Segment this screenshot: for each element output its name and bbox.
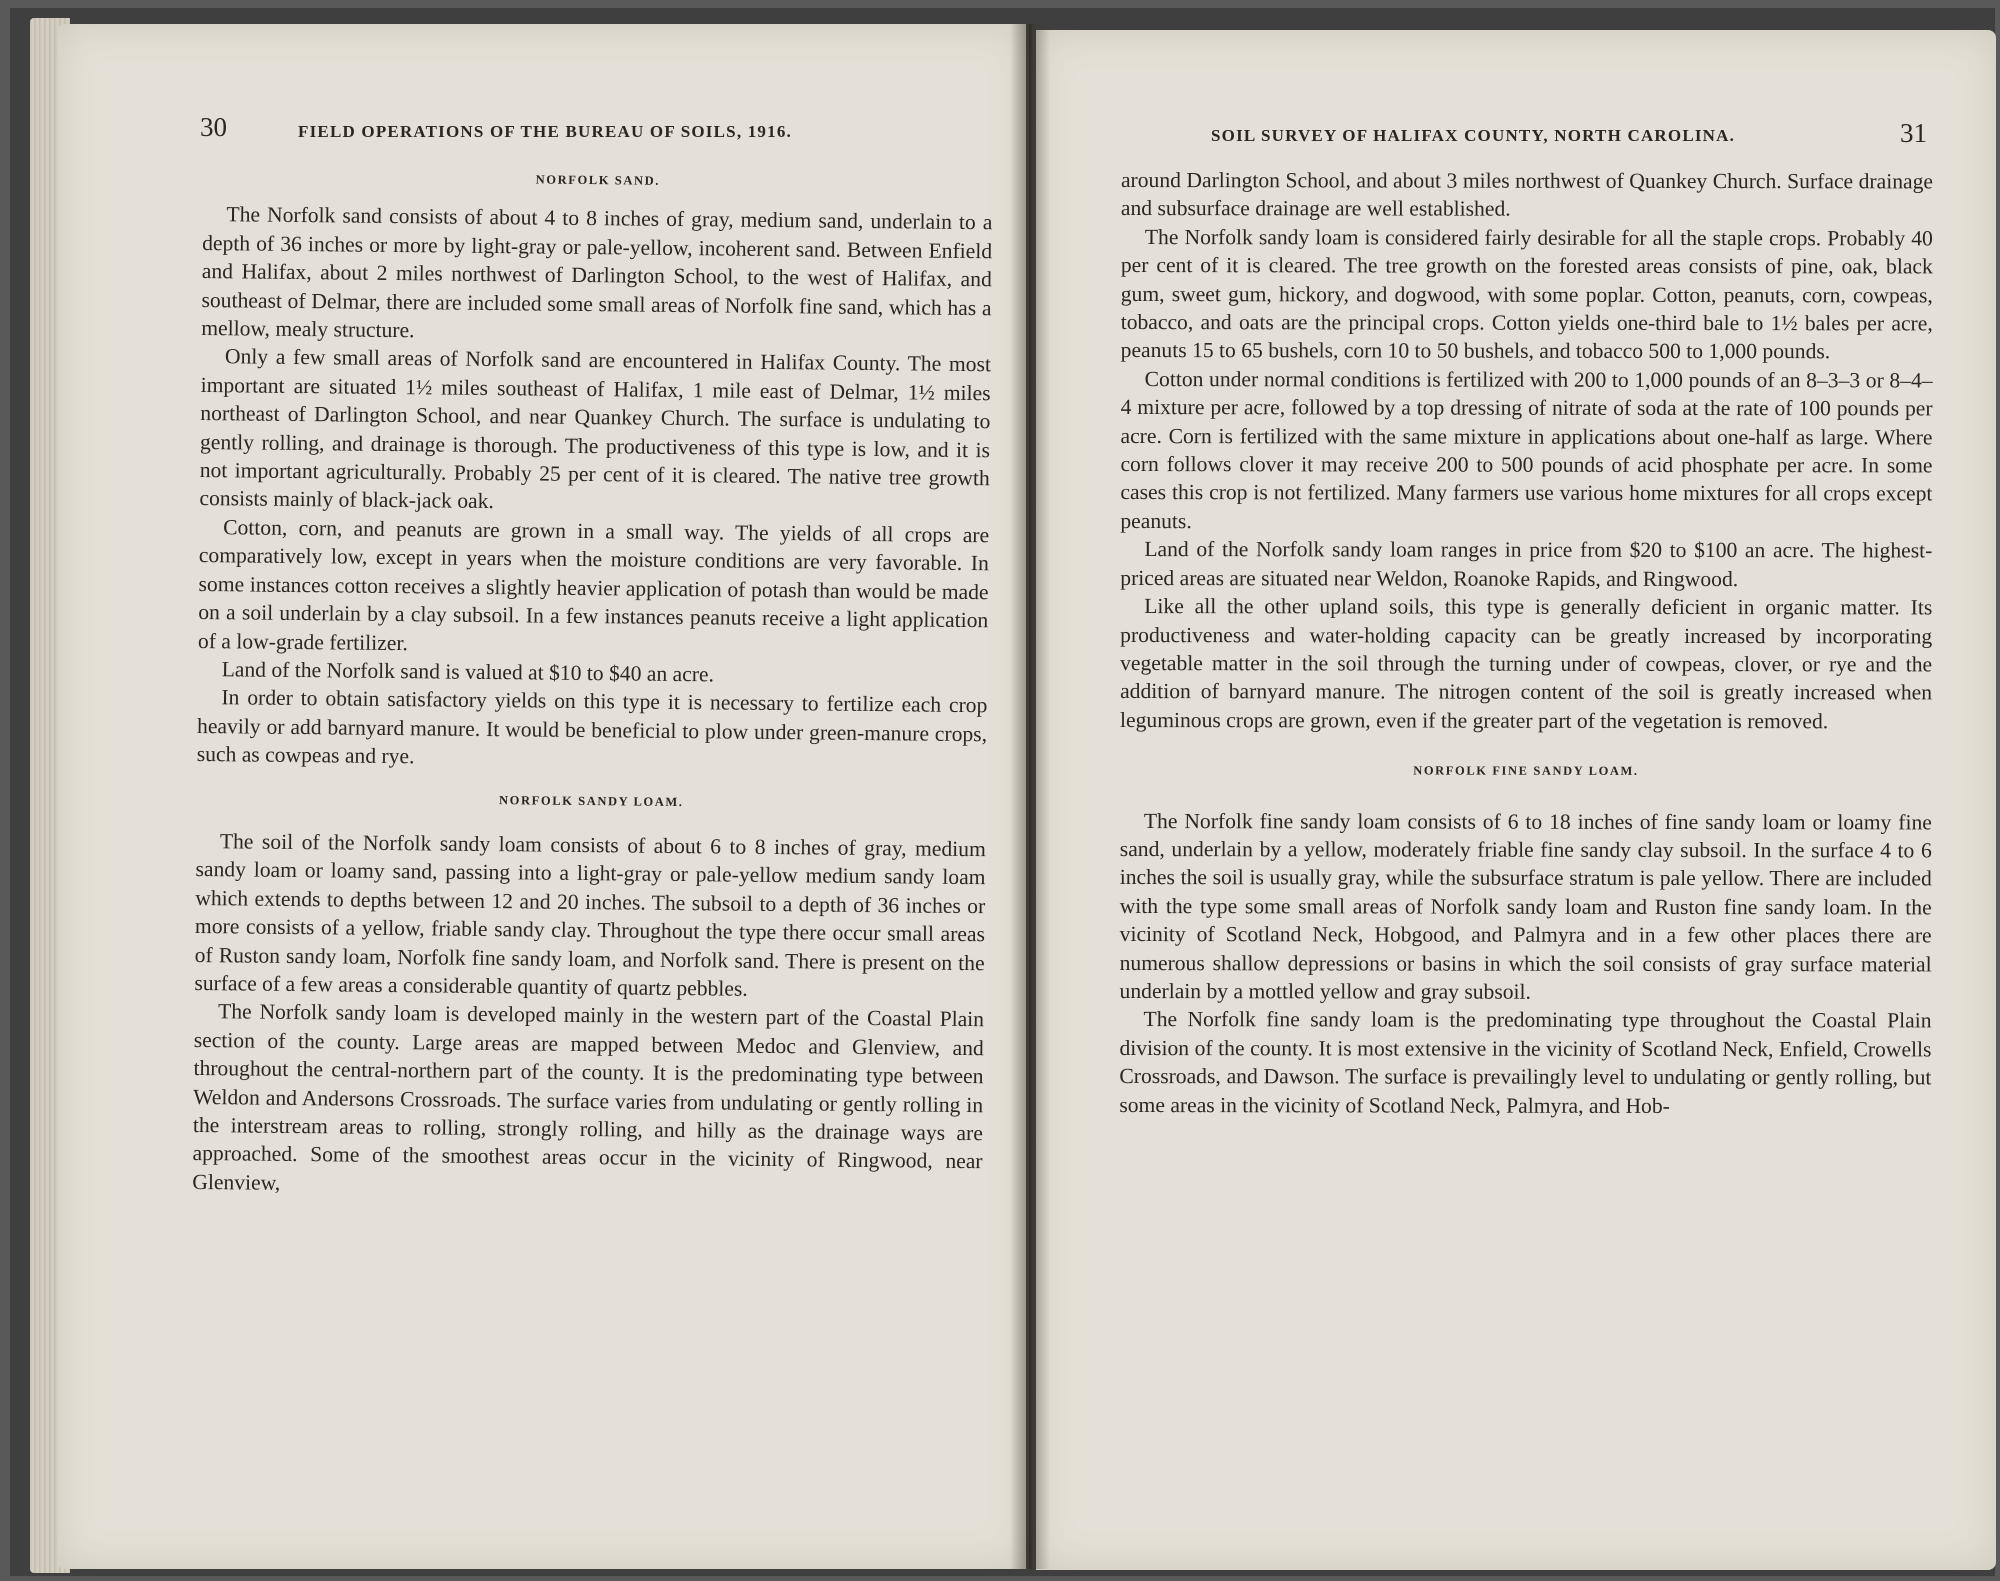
paragraph: The Norfolk sandy loam is developed mainly in the western part of the Coastal Plain section of the county. Large areas are mapped between Medoc and Glenview, and throughout the central-northern part of the county. It is the predominating type between Weldon and Andersons Crossroads. The surface varies from undulating or gently rolling in the interstream areas to rolling, strongly rolling, and hilly as the drainage ways are approached. Some of the smoothest areas occur in the vicinity of Ringwood, near Glenview,: [192, 999, 985, 1195]
paragraph: The Norfolk fine sandy loam is the predominating type throughout the Coastal Plain division of the county. It is most extensive in the vicinity of Scotland Neck, Enfield, Crowells Crossroads, and Dawson. The surface is prevailingly level to undulating or gently rolling, but some areas in the vicinity of Scotland Neck, Palmyra, and Hob-: [1119, 1007, 1932, 1118]
right-text-column: [1119, 166, 1933, 1120]
paragraph: Land of the Norfolk sand is valued at $10 to $40 an acre.: [221, 657, 715, 687]
section-heading-norfolk-fine-sandy-loam: NORFOLK FINE SANDY LOAM.: [1413, 763, 1639, 779]
paragraph: The Norfolk sand consists of about 4 to 8 inches of gray, medium sand, underlain to a depth of 36 inches or more by light-gray or pale-yellow, incoherent sand. Between Enfield and Halifax, about 2 miles northwest of Darlington School, to the west of Halifax, and southeast of Delmar, there are included some small areas of Norfolk fine sand, which has a mellow, mealy structure.: [201, 202, 993, 343]
paragraph: Land of the Norfolk sandy loam ranges in price from $20 to $100 an acre. The highest-priced areas are situated near Weldon, Roanoke Rapids, and Ringwood.: [1120, 537, 1933, 591]
left-page-number: 30: [200, 112, 227, 142]
paragraph: In order to obtain satisfactory yields on this type it is necessary to fertilize each crop heavily or add barnyard manure. It would be beneficial to plow under green-manure crops, such as cowpeas and rye.: [196, 685, 988, 769]
paragraph: Cotton, corn, and peanuts are grown in a small way. The yields of all crops are comparatively low, except in years when the moisture conditions are very favorable. In some instances cotton receives a slightly heavier application of potash than would be made on a soil underlain by a clay subsoil. In a few instances peanuts receive a light application of a low-grade fertilizer.: [197, 515, 990, 655]
paragraph: Cotton under normal conditions is fertilized with 200 to 1,000 pounds of an 8–3–3 or 8–4–4 mixture per acre, followed by a top dressing of nitrate of soda at the rate of 100 pounds per acre. Corn is fertilized with the same mixture in applications about one-half as large. Where corn follows clover it may receive 200 to 500 pounds of acid phosphate per acre. In some cases this crop is not fertilized. Many farmers use various home mixtures for all crops except peanuts.: [1120, 366, 1933, 533]
right-page: [1036, 30, 1996, 1570]
paragraph: The Norfolk fine sandy loam consists of 6 to 18 inches of fine sandy loam or loamy fine sand, underlain by a yellow, moderately friable fine sandy clay subsoil. In the surface 4 to 6 inches the soil is usually gray, while the subsurface stratum is pale yellow. There are included with the type some small areas of Norfolk sandy loam and Ruston fine sandy loam. In the vicinity of Scotland Neck, Hobgood, and Palmyra and in a few other places there are numerous shallow depressions or basins in which the soil consists of gray surface material underlain by a mottled yellow and gray subsoil.: [1119, 808, 1932, 1004]
continuation-paragraph: around Darlington School, and about 3 miles northwest of Quankey Church. Surface drainage and subsurface drainage are well established.: [1120, 168, 1933, 222]
right-page-number: 31: [1900, 118, 1927, 148]
right-running-head: SOIL SURVEY OF HALIFAX COUNTY, NORTH CAROLINA.: [1211, 126, 1736, 145]
book-gutter: [1010, 24, 1050, 1569]
section-heading-norfolk-sand: NORFOLK SAND.: [535, 172, 661, 188]
paragraph: Like all the other upland soils, this type is generally deficient in organic matter. Its productiveness and water-holding capacity can be greatly increased by incorporating vegetable matter in the soil through the turning under of cowpeas, clover, or rye and the addition of barnyard manure. The nitrogen content of the soil is greatly increased when leguminous crops are grown, even if the greater part of the vegetation is removed.: [1120, 594, 1933, 733]
left-running-head: FIELD OPERATIONS OF THE BUREAU OF SOILS, 1916.: [298, 122, 792, 141]
left-page: [58, 24, 1026, 1569]
left-text-column: [192, 162, 993, 1204]
paragraph: Only a few small areas of Norfolk sand are encountered in Halifax County. The most important are situated 1½ miles southeast of Halifax, 1 mile east of Delmar, 1½ miles northeast of Darlington School, and near Quankey Church. The surface is undulating to gently rolling, and drainage is thorough. The productiveness of this type is low, and it is not important agriculturally. Probably 25 per cent of it is cleared. The native tree growth consists mainly of black-jack oak.: [199, 344, 992, 514]
paragraph: The Norfolk sandy loam is considered fairly desirable for all the staple crops. Probably 40 per cent of it is cleared. The tree growth on the forested areas consists of pine, oak, black gum, sweet gum, hickory, and dogwood, with some poplar. Cotton, peanuts, corn, cowpeas, tobacco, and oats are the principal crops. Cotton yields one-third bale to 1½ bales per acre, peanuts 15 to 65 bushels, corn 10 to 50 bushels, and tobacco 500 to 1,000 pounds.: [1120, 224, 1933, 364]
paragraph: The soil of the Norfolk sandy loam consists of about 6 to 8 inches of gray, medium sandy loam or loamy sand, passing into a light-gray or pale-yellow medium sandy loam which extends to depths between 12 and 20 inches. The subsoil to a depth of 36 inches or more consists of a yellow, friable sandy clay. Throughout the type there occur small areas of Ruston sandy loam, Norfolk fine sandy loam, and Norfolk sand. There is present on the surface of a few areas a considerable quantity of quartz pebbles.: [194, 829, 986, 1001]
section-heading-norfolk-sandy-loam: NORFOLK SANDY LOAM.: [499, 792, 684, 809]
